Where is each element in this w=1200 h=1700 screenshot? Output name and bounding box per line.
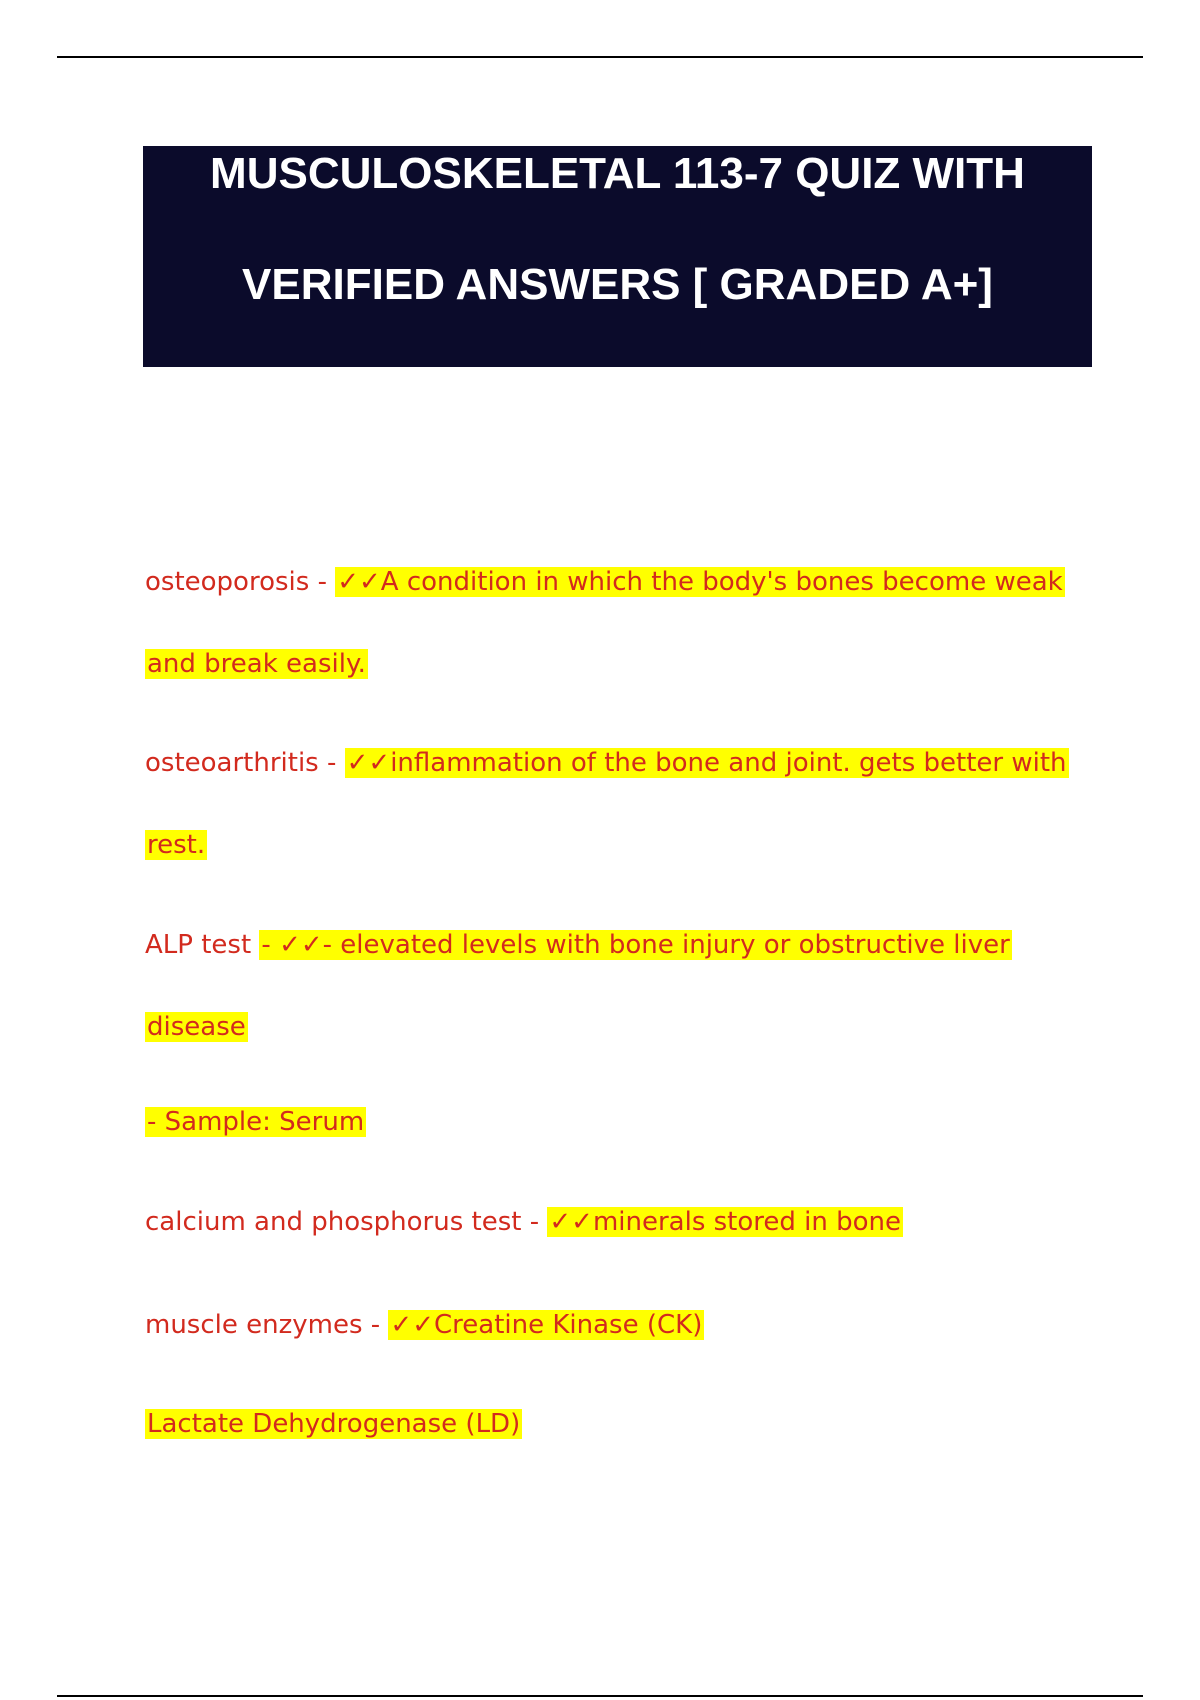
entry-alp-line-1 [145, 926, 1012, 964]
answer-muscle-enzymes-1: ✓✓Creatine Kinase (CK) [390, 1310, 703, 1340]
term-calcium-phosphorus: calcium and phosphorus test - [145, 1207, 548, 1237]
entry-alp-line-3 [145, 1103, 366, 1141]
entry-alp-line-2 [145, 1008, 248, 1046]
bottom-rule [57, 1695, 1143, 1697]
entry-osteoarthritis-line-1 [145, 744, 1069, 782]
answer-osteoporosis-1: ✓✓A condition in which the body's bones become weak [337, 567, 1063, 597]
answer-osteoarthritis-2: rest. [147, 830, 206, 860]
term-muscle-enzymes: muscle enzymes - [145, 1310, 389, 1340]
title-line-1: MUSCULOSKELETAL 113-7 QUIZ WITH [210, 149, 1025, 198]
answer-muscle-enzymes-2: Lactate Dehydrogenase (LD) [147, 1409, 521, 1439]
entry-osteoarthritis-line-2 [145, 826, 207, 864]
term-alp-test: ALP test [145, 930, 260, 960]
answer-calcium-phosphorus-1: ✓✓minerals stored in bone [549, 1207, 902, 1237]
answer-alp-3: - Sample: Serum [147, 1107, 365, 1137]
entry-calcium-phosphorus-line-1 [145, 1203, 903, 1241]
top-rule [57, 56, 1143, 58]
title-line-2: VERIFIED ANSWERS [ GRADED A+] [242, 260, 993, 309]
answer-alp-2: disease [147, 1012, 246, 1042]
term-osteoarthritis: osteoarthritis - [145, 748, 345, 778]
entry-muscle-enzymes-line-2 [145, 1405, 522, 1443]
answer-osteoarthritis-1: ✓✓inflammation of the bone and joint. gets better with [346, 748, 1067, 778]
term-osteoporosis: osteoporosis - [145, 567, 336, 597]
entry-osteoporosis-line-2 [145, 645, 368, 683]
entry-osteoporosis-line-1 [145, 563, 1065, 601]
answer-osteoporosis-2: and break easily. [147, 649, 366, 679]
entry-muscle-enzymes-line-1 [145, 1306, 704, 1344]
answer-alp-1: - ✓✓- elevated levels with bone injury or obstructive liver [261, 930, 1010, 960]
